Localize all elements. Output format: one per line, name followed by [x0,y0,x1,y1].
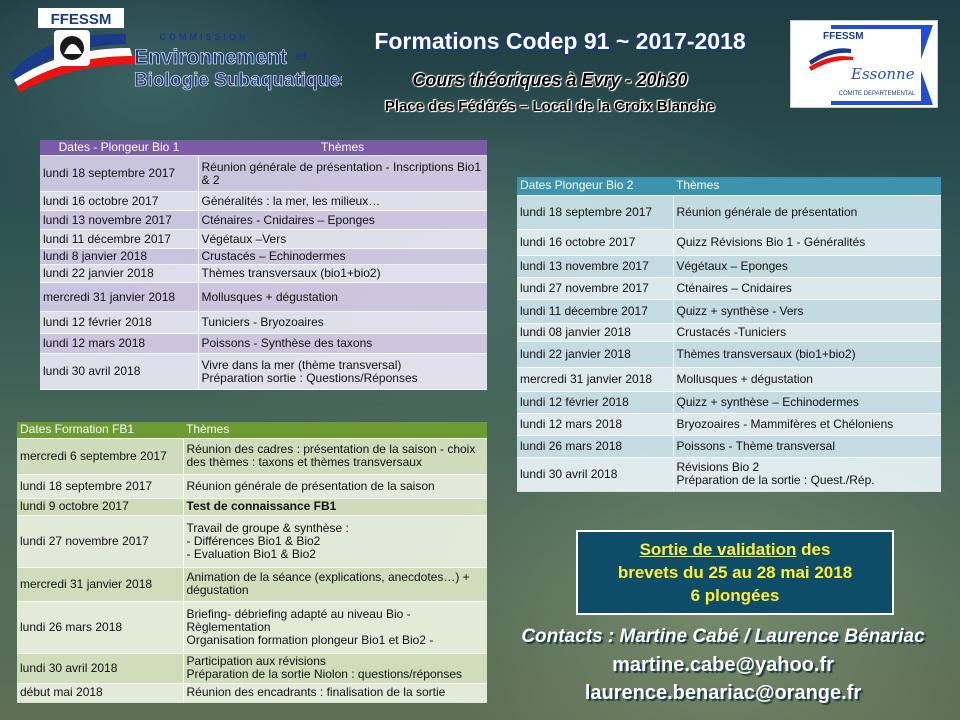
table-row [40,192,487,211]
table-header-row [517,177,941,195]
row-theme [673,457,941,491]
row-date: lundi 11 décembre 2017 [40,230,198,249]
table-header-row [17,422,487,438]
row-date: lundi 22 janvier 2018 [40,265,198,283]
row-date: lundi 12 février 2018 [40,312,198,334]
validation-line1 [578,538,892,561]
row-theme: Quizz + synthèse – Echinodermes [673,391,941,413]
row-theme-line: - Evaluation Bio1 & Bio2 [186,546,316,561]
row-theme [183,515,487,567]
table-row [40,230,487,249]
validation-link[interactable]: Sortie de validation [639,540,797,559]
row-theme: Tuniciers - Bryozoaires [198,312,487,334]
row-theme: Généralités : la mer, les milieux… [198,192,487,211]
row-date: lundi 18 septembre 2017 [40,156,198,192]
row-theme: Réunion générale de présentation - Inscriptions Bio1 & 2 [198,156,487,192]
row-theme: Animation de la séance (explications, anecdotes…) + dégustation [183,567,487,601]
page-subtitle: Cours théoriques à Evry - 20h30 [412,70,688,90]
table-row [517,413,941,435]
row-theme: Végétaux – Eponges [673,255,941,277]
row-theme: Mollusques + dégustation [198,283,487,312]
row-theme-line: Préparation de la sortie : Quest./Rép. [676,473,875,487]
row-theme: Crustacés – Echinodermes [198,249,487,265]
row-date: lundi 30 avril 2018 [40,354,198,390]
validation-line1-rest: des [796,540,831,559]
row-date: lundi 26 mars 2018 [17,601,183,653]
table-row [17,567,487,601]
row-theme: Poissons - Synthèse des taxons [198,334,487,354]
table-row [517,299,941,323]
row-date: lundi 30 avril 2018 [17,653,183,683]
row-theme: Réunion générale de présentation [673,195,941,229]
table-row [517,277,941,299]
row-date: lundi 9 octobre 2017 [17,498,183,515]
row-date: lundi 13 novembre 2017 [517,255,673,277]
header-dates: Dates Formation FB1 [17,422,183,438]
row-theme: Thèmes transversaux (bio1+bio2) [198,265,487,283]
table-row [40,156,487,192]
table-row [17,498,487,515]
table-row [517,457,941,491]
row-theme-line: Travail de groupe & synthèse : [186,520,349,535]
table-row [40,211,487,230]
row-date: lundi 8 janvier 2018 [40,249,198,265]
ffessm-commission-logo [6,4,342,94]
row-theme: Poissons - Thème transversal [673,435,941,457]
table-row [17,601,487,653]
row-theme-line: Préparation de la sortie Niolon : questions/réponses [186,667,462,681]
row-date: mercredi 31 janvier 2018 [17,567,183,601]
header-dates: Dates - Plongeur Bio 1 [40,140,198,156]
row-theme-line: Organisation formation plongeur Bio1 et Bio2 - [186,632,434,647]
logo-left-line1: Environnement [134,46,287,69]
logo-left-brand: FFESSM [50,11,112,28]
table-row [17,683,487,702]
table-row [17,474,487,498]
page-place: Place des Fédérés – Local de la Croix Blanche [384,98,716,115]
row-date: lundi 27 novembre 2017 [17,515,183,567]
table-header-row [40,140,487,156]
table-row [40,283,487,312]
row-date: mercredi 31 janvier 2018 [40,283,198,312]
table-row [517,255,941,277]
row-date: lundi 27 novembre 2017 [517,277,673,299]
table-row [40,334,487,354]
header-themes: Thèmes [198,140,487,156]
row-date: lundi 26 mars 2018 [517,435,673,457]
row-theme: Réunion générale de présentation de la saison [183,474,487,498]
table-bio1 [40,140,487,390]
contact-email-martine[interactable]: martine.cabe@yahoo.fr [612,654,834,676]
row-theme: Thèmes transversaux (bio1+bio2) [673,341,941,367]
page-title: Formations Codep 91 ~ 2017-2018 [374,28,746,54]
table-row [517,323,941,341]
table-row [40,354,487,390]
row-date: lundi 18 septembre 2017 [17,474,183,498]
row-date: lundi 16 octobre 2017 [40,192,198,211]
row-date: lundi 12 février 2018 [517,391,673,413]
row-theme-line: - Différences Bio1 & Bio2 [186,533,321,548]
table-fb1 [17,422,487,703]
table-row [517,391,941,413]
logo-left-commission: COMMISSION [159,32,249,42]
validation-box [576,530,894,615]
row-theme: Réunion des encadrants : finalisation de la sortie [183,683,487,702]
table-row [517,341,941,367]
validation-line3: 6 plongées [690,586,780,605]
table-bio2 [517,177,941,492]
row-theme [183,653,487,683]
table-row [17,515,487,567]
row-theme [183,601,487,653]
row-theme: Cténaires - Cnidaires – Eponges [198,211,487,230]
table-row [517,435,941,457]
row-date: lundi 12 mars 2018 [40,334,198,354]
row-theme-line: Briefing- débriefing adapté au niveau Bio - Règlementation [186,606,411,634]
row-theme-line: Préparation sortie : Questions/Réponses [201,370,418,385]
logo-right-brand: FFESSM [823,31,864,42]
table-row [517,367,941,391]
row-theme-line: Participation aux révisions [186,654,326,668]
logo-left-line1b: et [296,49,307,63]
row-date: lundi 18 septembre 2017 [517,195,673,229]
logo-right-region: Essonne [851,65,915,83]
row-theme: Quizz Révisions Bio 1 - Généralités [673,229,941,255]
row-date: début mai 2018 [17,683,183,702]
logo-right-caption: COMITE DEPARTEMENTAL [838,91,916,97]
validation-line2: brevets du 25 au 28 mai 2018 [617,563,853,582]
row-theme [198,354,487,390]
row-date: mercredi 6 septembre 2017 [17,438,183,474]
row-theme-line: Vivre dans la mer (thème transversal) [201,357,402,372]
row-date: lundi 12 mars 2018 [517,413,673,435]
contact-email-laurence[interactable]: laurence.benariac@orange.fr [584,682,862,704]
row-date: lundi 30 avril 2018 [517,457,673,491]
row-theme: Végétaux –Vers [198,230,487,249]
header-themes: Thèmes [183,422,487,438]
table-row [17,653,487,683]
row-theme: Cténaires – Cnidaires [673,277,941,299]
table-row [517,229,941,255]
row-theme: Quizz + synthèse - Vers [673,299,941,323]
row-theme-line: Révisions Bio 2 [676,460,760,474]
table-row [40,249,487,265]
row-date: lundi 11 décembre 2017 [517,299,673,323]
logo-left-line2: Biologie Subaquatiques [134,70,342,91]
row-theme: Réunion des cadres : présentation de la saison - choix des thèmes : taxons et thèmes transversaux [183,438,487,474]
row-date: lundi 13 novembre 2017 [40,211,198,230]
row-theme: Crustacés -Tuniciers [673,323,941,341]
table-row [17,438,487,474]
row-date: lundi 16 octobre 2017 [517,229,673,255]
row-theme: Test de connaissance FB1 [183,498,487,515]
table-row [517,195,941,229]
contact-names: Contacts : Martine Cabé / Laurence Bénariac [521,626,925,647]
row-date: lundi 22 janvier 2018 [517,341,673,367]
header-dates: Dates Plongeur Bio 2 [517,177,673,195]
row-theme: Bryozoaires - Mammifères et Chéloniens [673,413,941,435]
row-date: lundi 08 janvier 2018 [517,323,673,341]
header-themes: Thèmes [673,177,941,195]
row-date: mercredi 31 janvier 2018 [517,367,673,391]
row-theme: Mollusques + dégustation [673,367,941,391]
table-row [40,312,487,334]
table-row [40,265,487,283]
